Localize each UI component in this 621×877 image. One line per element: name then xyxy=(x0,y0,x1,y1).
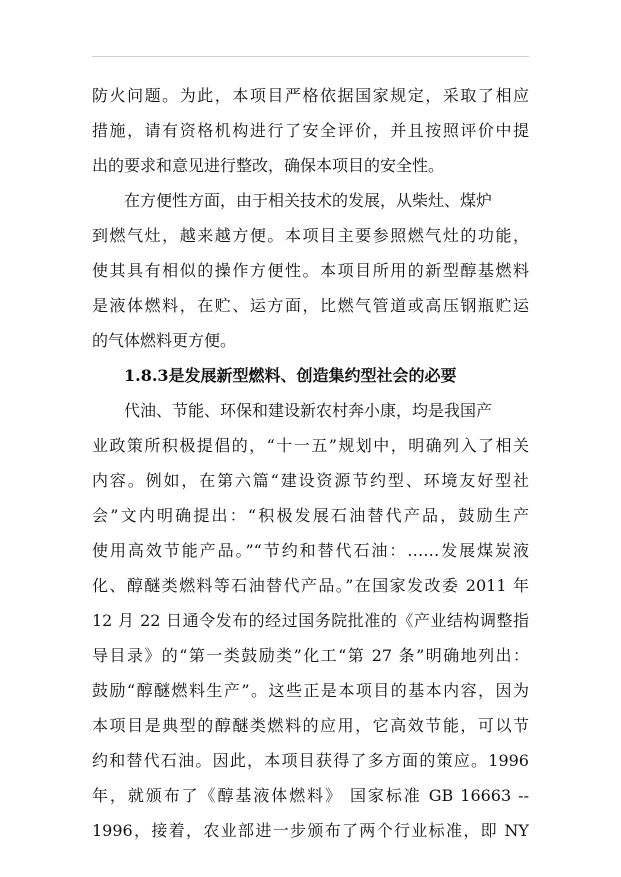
text-line: 会”文内明确提出：“积极发展石油替代产品，鼓励生产 xyxy=(92,506,529,525)
header-rule xyxy=(92,56,529,57)
text-line: 内容。例如，在第六篇“建设资源节约型、环境友好型社 xyxy=(92,471,529,490)
text-line: 年，就颁布了《醇基液体燃料》 国家标准 GB 16663 -- xyxy=(92,786,529,805)
section-number: 1.8.3 xyxy=(124,366,169,385)
text-line: 的气体燃料更方便。 xyxy=(92,331,237,350)
text-line: 本项目是典型的醇醚类燃料的应用，它高效节能，可以节 xyxy=(92,716,529,735)
text-line: 鼓励“醇醚燃料生产”。这些正是本项目的基本内容，因为 xyxy=(92,681,529,700)
text-line: 措施，请有资格机构进行了安全评价，并且按照评价中提 xyxy=(92,121,529,140)
text-line: 到燃气灶，越来越方便。本项目主要参照燃气灶的功能， xyxy=(92,226,529,245)
text-line: 导目录》的“第一类鼓励类”化工“第 27 条”明确地列出： xyxy=(92,646,529,665)
text-line: 12 月 22 日通令发布的经过国务院批准的《产业结构调整指 xyxy=(92,611,529,630)
paragraph-fire-safety xyxy=(92,78,529,183)
text-line: 防火问题。为此，本项目严格依据国家规定，采取了相应 xyxy=(92,86,529,105)
text-line: 使用高效节能产品。”“节约和替代石油：……发展煤炭液 xyxy=(92,541,529,560)
paragraph-convenience xyxy=(92,183,529,358)
text-line: 代油、节能、环保和建设新农村奔小康，均是我国产 xyxy=(124,401,493,420)
text-line: 出的要求和意见进行整改，确保本项目的安全性。 xyxy=(92,156,445,175)
text-line: 在方便性方面，由于相关技术的发展，从柴灶、煤炉 xyxy=(124,191,493,210)
document-page xyxy=(92,78,529,848)
text-line: 化、醇醚类燃料等石油替代产品。”在国家发改委 2011 年 xyxy=(92,576,529,595)
text-line: 约和替代石油。因此，本项目获得了多方面的策应。1996 xyxy=(92,751,529,770)
section-title: 是发展新型燃料、创造集约型社会的必要 xyxy=(168,366,457,385)
text-line: 是液体燃料，在贮、运方面，比燃气管道或高压钢瓶贮运 xyxy=(92,296,529,315)
text-line: 使其具有相似的操作方便性。本项目所用的新型醇基燃料 xyxy=(92,261,529,280)
section-heading xyxy=(92,358,529,393)
text-line: 业政策所积极提倡的，“十一五”规划中，明确列入了相关 xyxy=(92,436,529,455)
text-line: 1996，接着，农业部进一步颁布了两个行业标准，即 NY xyxy=(92,821,529,840)
paragraph-policy xyxy=(92,393,529,848)
